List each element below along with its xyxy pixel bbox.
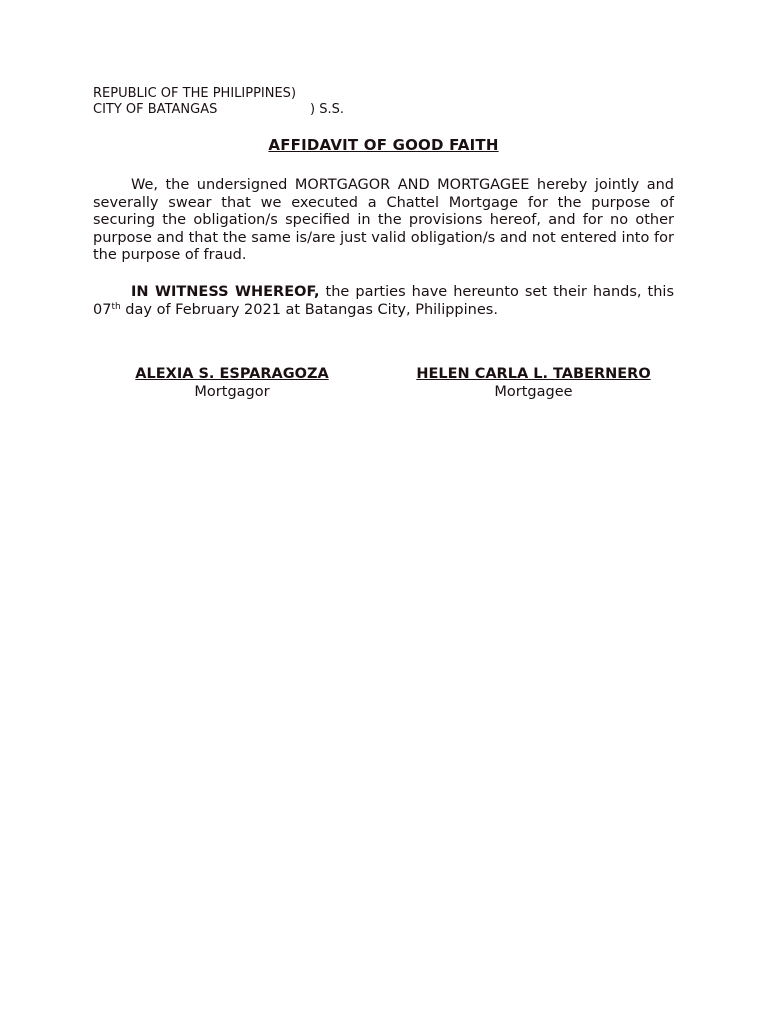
- signatory-role: Mortgagor: [194, 384, 270, 400]
- signatory-mortgagor: [93, 365, 371, 401]
- venue-city: CITY OF BATANGAS: [93, 102, 218, 117]
- signature-block: [93, 365, 674, 405]
- witness-text-after-date: day of February 2021 at Batangas City, Philippines.: [120, 301, 498, 318]
- signatory-role: Mortgagee: [494, 384, 573, 400]
- witness-text-before-date: the parties have hereunto set their hands, this 07: [93, 283, 674, 318]
- venue-republic: REPUBLIC OF THE PHILIPPINES): [93, 86, 297, 101]
- witness-paragraph: [93, 284, 674, 319]
- date-ordinal-suffix: th: [111, 301, 121, 312]
- document-title: AFFIDAVIT OF GOOD FAITH: [268, 136, 499, 154]
- venue-line-city: [93, 102, 674, 118]
- venue-block: [93, 86, 674, 118]
- affidavit-document: [93, 86, 674, 400]
- venue-line-republic: [93, 86, 674, 102]
- signatory-name: HELEN CARLA L. TABERNERO: [416, 366, 651, 382]
- venue-ss: ) S.S.: [310, 102, 344, 117]
- witness-lead: IN WITNESS WHEREOF,: [131, 283, 320, 300]
- signatory-name: ALEXIA S. ESPARAGOZA: [135, 366, 329, 382]
- signatory-mortgagee: [393, 365, 674, 401]
- affidavit-paragraph: We, the undersigned MORTGAGOR AND MORTGAGEE hereby jointly and severally swear that we executed a Chattel Mortgage for the purpose of securing the obligation/s specified in the provisions hereof, and for no other purpose and that the same is/are just valid obligation/s and not entered into for the purpose of fraud.: [93, 177, 674, 264]
